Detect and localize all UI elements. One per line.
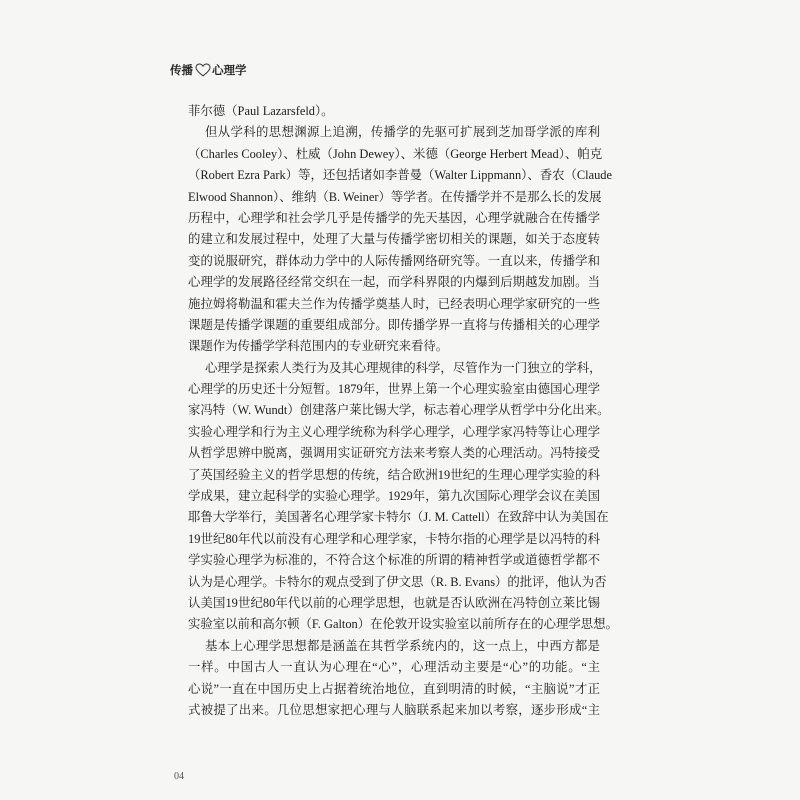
text-line: 课题作为传播学学科范围内的专业研究来看待。 xyxy=(188,339,449,354)
text-line: （Robert Ezra Park）等，还包括诸如李普曼（Walter Lippmann）、香农（Claude xyxy=(188,168,612,183)
text-line: 的建立和发展过程中，处理了大量与传播学密切相关的课题，如关于态度转 xyxy=(188,232,600,247)
paragraph xyxy=(188,358,618,636)
text-line: 心理学是探索人类行为及其心理规律的科学，尽管作为一门独立的学科， xyxy=(205,360,602,375)
text-line: 基本上心理学思想都是涵盖在其哲学系统内的，这一点上，中西方都是 xyxy=(205,638,600,653)
text-line: 实验心理学和行为主义心理学统称为科学心理学，心理学家冯特等让心理学 xyxy=(188,424,600,439)
text-line: 学实验心理学为标准的，不符合这个标准的所谓的精神哲学或道德哲学都不 xyxy=(188,553,600,568)
text-line: 菲尔德（Paul Lazarsfeld）。 xyxy=(188,104,334,118)
text-line: 心说”一直在中国历史上占据着统治地位，直到明清的时候，“主脑说”才正 xyxy=(188,681,600,696)
text-line: 19世纪80年代以前没有心理学和心理学家，卡特尔指的心理学是以冯特的科 xyxy=(188,531,600,546)
text-line: （Charles Cooley）、杜威（John Dewey）、米德（George Herbert Mead）、帕克 xyxy=(188,146,603,161)
text-line: 了英国经验主义的哲学思想的传统，结合欧洲19世纪的生理心理学实验的科 xyxy=(188,467,600,482)
text-line: 从哲学思辨中脱离，强调用实证研究方法来考察人类的心理活动。冯特接受 xyxy=(188,446,600,461)
text-line: 认为是心理学。卡特尔的观点受到了伊文思（R. B. Evans）的批评，他认为否 xyxy=(188,574,607,589)
paragraph xyxy=(188,101,600,122)
body-text xyxy=(188,101,618,721)
text-line: 实验室以前和高尔顿（F. Galton）在伦敦开设实验室以前所存在的心理学思想。 xyxy=(188,617,618,632)
text-line: 课题是传播学课题的重要组成部分。即传播学界一直将与传播相关的心理学 xyxy=(188,317,600,332)
text-line: 心理学的发展路径经常交织在一起，而学科界限的内爆到后期越发加剧。当 xyxy=(188,275,600,290)
text-line: 变的说服研究，群体动力学中的人际传播网络研究等。一直以来，传播学和 xyxy=(188,253,600,268)
header-title-part2: 心理学 xyxy=(212,65,247,77)
header-title-part1: 传播 xyxy=(170,65,193,77)
paragraph xyxy=(188,122,612,357)
text-line: 但从学科的思想渊源上追溯，传播学的先驱可扩展到芝加哥学派的库利 xyxy=(205,125,600,140)
text-line: 历程中，心理学和社会学几乎是传播学的先天基因，心理学就融合在传播学 xyxy=(188,210,600,225)
text-line: 施拉姆将勒温和霍夫兰作为传播学奠基人时，已经表明心理学家研究的一些 xyxy=(188,296,600,311)
page-number: 04 xyxy=(174,771,184,782)
text-line: 认美国19世纪80年代以前的心理学思想，也就是否认欧洲在冯特创立莱比锡 xyxy=(188,595,600,610)
text-line: 学成果，建立起科学的实验心理学。1929年，第九次国际心理学会议在美国 xyxy=(188,489,600,504)
text-line: 家冯特（W. Wundt）创建落户莱比锡大学，标志着心理学从哲学中分化出来。 xyxy=(188,403,610,418)
text-line: 心理学的历史还十分短暂。1879年，世界上第一个心理实验室由德国心理学 xyxy=(188,382,600,397)
running-header xyxy=(170,62,247,78)
heart-outline-icon xyxy=(195,63,211,77)
text-line: 耶鲁大学举行，美国著名心理学家卡特尔（J. M. Cattell）在致辞中认为美国在 xyxy=(188,510,609,525)
text-line: 一样。中国古人一直认为心理在“心”，心理活动主要是“心”的功能。“主 xyxy=(188,660,600,675)
text-line: Elwood Shannon）、维纳（B. Weiner）等学者。在传播学并不是那么长的发展 xyxy=(188,189,602,204)
paragraph xyxy=(188,636,600,722)
text-line: 式被提了出来。几位思想家把心理与人脑联系起来加以考察，逐步形成“主 xyxy=(188,702,600,717)
